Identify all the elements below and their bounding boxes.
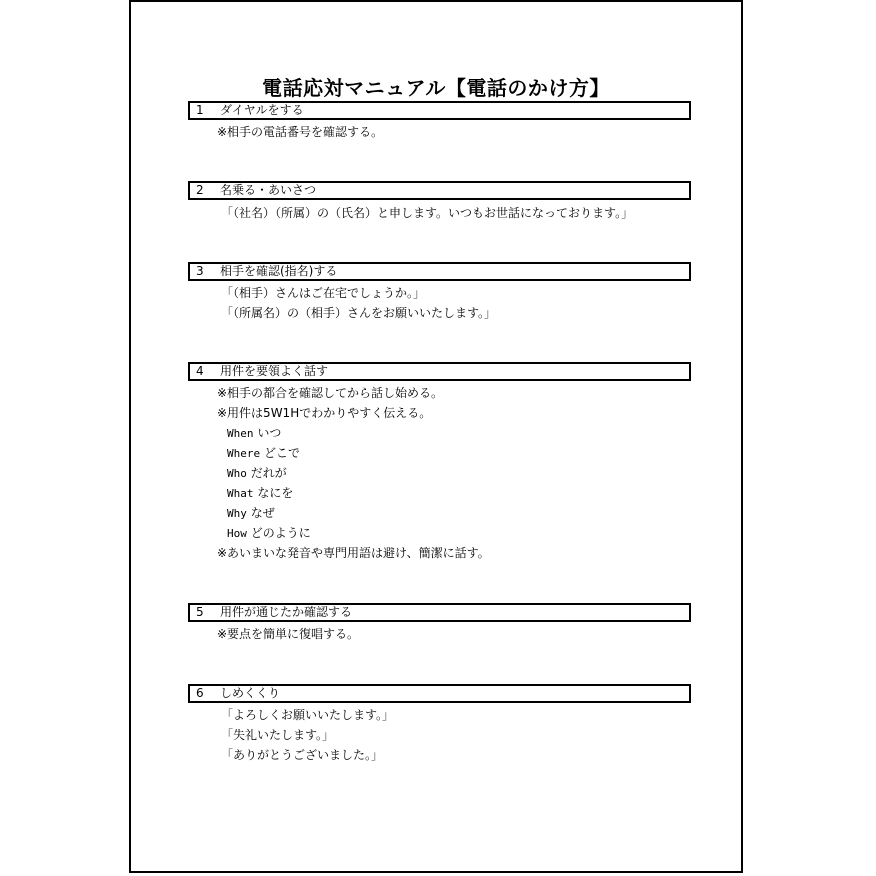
w5h1-item (227, 526, 311, 541)
section-6-line-3: 「ありがとうございました。」 (221, 748, 384, 762)
section-header-2 (188, 181, 691, 200)
w5h1-en: How (227, 527, 247, 540)
section-6-line-1: 「よろしくお願いいたします。」 (221, 708, 395, 722)
w5h1-ja: なぜ (250, 506, 275, 520)
section-2-line-1: 「（社名）（所属）の（氏名）と申します。いつもお世話になっております。」 (221, 206, 634, 220)
section-number: 3 (196, 264, 204, 278)
section-label: 用件を要領よく話す (220, 364, 329, 378)
section-header-3 (188, 262, 691, 281)
section-label: ダイヤルをする (220, 103, 304, 117)
section-label: しめくくり (220, 686, 281, 700)
section-number: 5 (196, 605, 204, 619)
section-number: 4 (196, 364, 204, 378)
w5h1-en: When (227, 427, 254, 440)
w5h1-item (227, 446, 300, 461)
section-3-line-1: 「（相手）さんはご在宅でしょうか。」 (221, 286, 426, 300)
section-1-line-1: ※相手の電話番号を確認する。 (217, 125, 384, 139)
w5h1-en: Where (227, 447, 261, 460)
section-4-closing: ※あいまいな発音や専門用語は避け、簡潔に話す。 (217, 546, 490, 560)
w5h1-en: Who (227, 467, 247, 480)
page-title: 電話応対マニュアル【電話のかけ方】 (262, 76, 610, 100)
section-4-line-2: ※用件は5W1Hでわかりやすく伝える。 (217, 406, 432, 420)
w5h1-ja: だれが (250, 466, 287, 480)
section-label: 相手を確認(指名)する (220, 264, 338, 278)
section-number: 6 (196, 686, 204, 700)
section-label: 用件が通じたか確認する (220, 605, 353, 619)
w5h1-item (227, 506, 275, 521)
section-header-5 (188, 603, 691, 622)
w5h1-ja: いつ (257, 426, 282, 440)
w5h1-item (227, 426, 281, 441)
section-number: 1 (196, 103, 204, 117)
w5h1-ja: なにを (257, 486, 294, 500)
section-header-6 (188, 684, 691, 703)
section-3-line-2: 「（所属名）の（相手）さんをお願いいたします。」 (221, 306, 497, 320)
section-5-line-1: ※要点を簡単に復唱する。 (217, 627, 360, 641)
section-4-line-1: ※相手の都合を確認してから話し始める。 (217, 386, 444, 400)
section-number: 2 (196, 183, 204, 197)
section-header-1 (188, 101, 691, 120)
section-6-line-2: 「失礼いたします。」 (221, 728, 335, 742)
section-header-4 (188, 362, 691, 381)
w5h1-ja: どのように (250, 526, 311, 540)
w5h1-item (227, 466, 287, 481)
w5h1-en: What (227, 487, 254, 500)
w5h1-item (227, 486, 293, 501)
w5h1-en: Why (227, 507, 247, 520)
w5h1-ja: どこで (263, 446, 300, 460)
document-page (129, 0, 743, 873)
section-label: 名乗る・あいさつ (220, 183, 317, 197)
